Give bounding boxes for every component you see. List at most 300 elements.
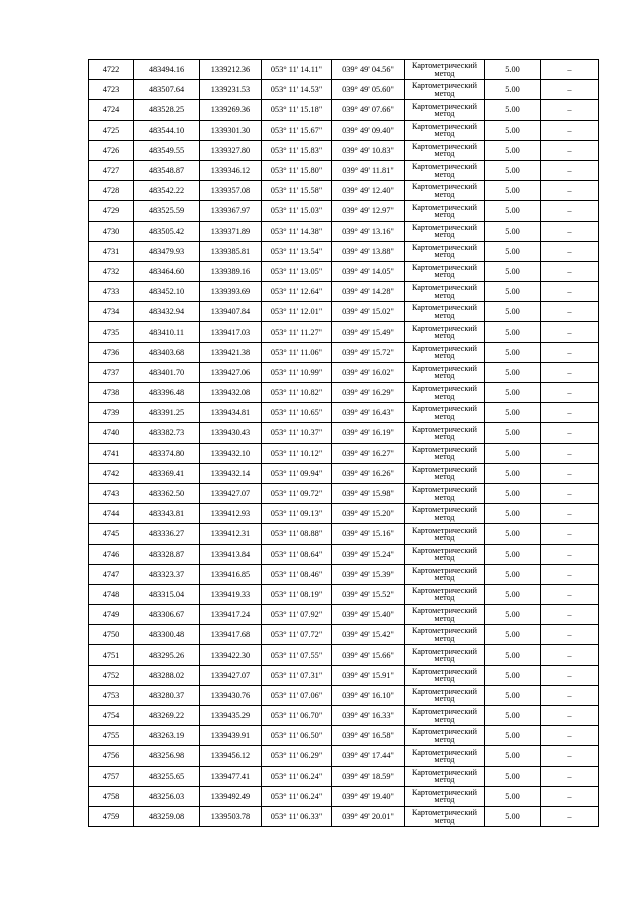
y-coordinate-cell: 1339439.91 [200,726,262,746]
longitude-cell: 039° 49' 15.91" [332,665,405,685]
x-coordinate-cell: 483259.08 [134,806,200,826]
accuracy-cell: 5.00 [485,261,541,281]
table-row [89,625,599,645]
accuracy-cell: 5.00 [485,342,541,362]
table-row [89,685,599,705]
accuracy-cell: 5.00 [485,181,541,201]
x-coordinate-cell: 483256.98 [134,746,200,766]
longitude-cell: 039° 49' 15.16" [332,524,405,544]
method-text-line: Картометрический [412,767,477,777]
point-number-cell: 4757 [89,766,134,786]
table-row [89,362,599,382]
latitude-cell: 053° 11' 09.13" [262,504,332,524]
latitude-cell: 053° 11' 06.29" [262,746,332,766]
point-number-cell: 4740 [89,423,134,443]
accuracy-cell: 5.00 [485,403,541,423]
method-cell [405,463,485,483]
method-text-line: метод [434,108,455,118]
method-cell [405,625,485,645]
latitude-cell: 053° 11' 13.54" [262,241,332,261]
y-coordinate-cell: 1339419.33 [200,584,262,604]
latitude-cell: 053° 11' 10.37" [262,423,332,443]
method-text-line: метод [434,512,455,522]
note-cell: – [541,403,599,423]
longitude-cell: 039° 49' 14.05" [332,261,405,281]
y-coordinate-cell: 1339477.41 [200,766,262,786]
longitude-cell: 039° 49' 15.98" [332,483,405,503]
note-cell: – [541,362,599,382]
table-row [89,80,599,100]
x-coordinate-cell: 483548.87 [134,160,200,180]
longitude-cell: 039° 49' 07.66" [332,100,405,120]
longitude-cell: 039° 49' 12.97" [332,201,405,221]
x-coordinate-cell: 483528.25 [134,100,200,120]
accuracy-cell: 5.00 [485,201,541,221]
note-cell: – [541,645,599,665]
y-coordinate-cell: 1339367.97 [200,201,262,221]
method-text-line: метод [434,775,455,785]
accuracy-cell: 5.00 [485,322,541,342]
note-cell: – [541,423,599,443]
method-text-line: метод [434,431,455,441]
x-coordinate-cell: 483263.19 [134,726,200,746]
note-cell: – [541,483,599,503]
longitude-cell: 039° 49' 05.60" [332,80,405,100]
accuracy-cell: 5.00 [485,443,541,463]
method-text-line: метод [434,270,455,280]
longitude-cell: 039° 49' 04.56" [332,60,405,80]
y-coordinate-cell: 1339430.76 [200,685,262,705]
method-cell [405,221,485,241]
latitude-cell: 053° 11' 10.12" [262,443,332,463]
method-cell [405,706,485,726]
point-number-cell: 4752 [89,665,134,685]
method-text-line: Картометрический [412,444,477,454]
method-text-line: Картометрический [412,808,477,818]
x-coordinate-cell: 483300.48 [134,625,200,645]
note-cell: – [541,786,599,806]
longitude-cell: 039° 49' 13.16" [332,221,405,241]
method-text-line: метод [434,714,455,724]
method-text-line: Картометрический [412,242,477,252]
accuracy-cell: 5.00 [485,786,541,806]
table-row [89,342,599,362]
x-coordinate-cell: 483374.80 [134,443,200,463]
method-cell [405,181,485,201]
method-text-line: метод [434,553,455,563]
table-row [89,463,599,483]
method-text-line: Картометрический [412,222,477,232]
longitude-cell: 039° 49' 16.43" [332,403,405,423]
method-cell [405,100,485,120]
point-number-cell: 4732 [89,261,134,281]
accuracy-cell: 5.00 [485,564,541,584]
method-cell [405,746,485,766]
y-coordinate-cell: 1339416.85 [200,564,262,584]
point-number-cell: 4737 [89,362,134,382]
method-text-line: Картометрический [412,586,477,596]
latitude-cell: 053° 11' 13.05" [262,261,332,281]
point-number-cell: 4758 [89,786,134,806]
table-row [89,786,599,806]
y-coordinate-cell: 1339417.68 [200,625,262,645]
table-row [89,383,599,403]
accuracy-cell: 5.00 [485,463,541,483]
longitude-cell: 039° 49' 15.02" [332,302,405,322]
accuracy-cell: 5.00 [485,100,541,120]
table-body [89,60,599,827]
method-text-line: Картометрический [412,424,477,434]
accuracy-cell: 5.00 [485,120,541,140]
method-text-line: метод [434,88,455,98]
method-text-line: Картометрический [412,303,477,313]
x-coordinate-cell: 483295.26 [134,645,200,665]
accuracy-cell: 5.00 [485,605,541,625]
note-cell: – [541,564,599,584]
note-cell: – [541,140,599,160]
method-cell [405,201,485,221]
note-cell: – [541,120,599,140]
method-text-line: Картометрический [412,787,477,797]
table-row [89,564,599,584]
y-coordinate-cell: 1339407.84 [200,302,262,322]
point-number-cell: 4746 [89,544,134,564]
y-coordinate-cell: 1339435.29 [200,706,262,726]
method-cell [405,241,485,261]
y-coordinate-cell: 1339492.49 [200,786,262,806]
accuracy-cell: 5.00 [485,383,541,403]
table-row [89,201,599,221]
method-text-line: Картометрический [412,666,477,676]
method-text-line: метод [434,290,455,300]
method-text-line: Картометрический [412,384,477,394]
accuracy-cell: 5.00 [485,685,541,705]
method-text-line: метод [434,472,455,482]
point-number-cell: 4749 [89,605,134,625]
method-text-line: Картометрический [412,485,477,495]
latitude-cell: 053° 11' 15.83" [262,140,332,160]
point-number-cell: 4747 [89,564,134,584]
latitude-cell: 053° 11' 12.01" [262,302,332,322]
method-cell [405,443,485,463]
table-row [89,544,599,564]
x-coordinate-cell: 483336.27 [134,524,200,544]
latitude-cell: 053° 11' 08.46" [262,564,332,584]
point-number-cell: 4742 [89,463,134,483]
longitude-cell: 039° 49' 20.01" [332,806,405,826]
longitude-cell: 039° 49' 15.66" [332,645,405,665]
note-cell: – [541,60,599,80]
point-number-cell: 4726 [89,140,134,160]
table-row [89,181,599,201]
longitude-cell: 039° 49' 16.26" [332,463,405,483]
point-number-cell: 4725 [89,120,134,140]
x-coordinate-cell: 483525.59 [134,201,200,221]
table-row [89,665,599,685]
latitude-cell: 053° 11' 11.06" [262,342,332,362]
table-row [89,241,599,261]
accuracy-cell: 5.00 [485,504,541,524]
table-row [89,423,599,443]
method-text-line: метод [434,391,455,401]
y-coordinate-cell: 1339417.03 [200,322,262,342]
latitude-cell: 053° 11' 06.24" [262,786,332,806]
y-coordinate-cell: 1339427.07 [200,665,262,685]
y-coordinate-cell: 1339231.53 [200,80,262,100]
y-coordinate-cell: 1339212.36 [200,60,262,80]
longitude-cell: 039° 49' 12.40" [332,181,405,201]
note-cell: – [541,261,599,281]
y-coordinate-cell: 1339421.38 [200,342,262,362]
table-row [89,483,599,503]
note-cell: – [541,766,599,786]
method-text-line: Картометрический [412,162,477,172]
longitude-cell: 039° 49' 16.58" [332,726,405,746]
point-number-cell: 4751 [89,645,134,665]
longitude-cell: 039° 49' 11.81" [332,160,405,180]
x-coordinate-cell: 483391.25 [134,403,200,423]
x-coordinate-cell: 483256.03 [134,786,200,806]
x-coordinate-cell: 483452.10 [134,282,200,302]
method-text-line: метод [434,209,455,219]
x-coordinate-cell: 483505.42 [134,221,200,241]
y-coordinate-cell: 1339301.30 [200,120,262,140]
longitude-cell: 039° 49' 15.24" [332,544,405,564]
method-cell [405,605,485,625]
note-cell: – [541,160,599,180]
point-number-cell: 4755 [89,726,134,746]
y-coordinate-cell: 1339327.80 [200,140,262,160]
method-cell [405,403,485,423]
method-text-line: Картометрический [412,61,477,71]
x-coordinate-cell: 483315.04 [134,584,200,604]
table-row [89,140,599,160]
method-cell [405,544,485,564]
method-text-line: метод [434,411,455,421]
method-cell [405,60,485,80]
longitude-cell: 039° 49' 17.44" [332,746,405,766]
latitude-cell: 053° 11' 14.38" [262,221,332,241]
point-number-cell: 4738 [89,383,134,403]
table-row [89,706,599,726]
y-coordinate-cell: 1339413.84 [200,544,262,564]
table-row [89,60,599,80]
y-coordinate-cell: 1339432.08 [200,383,262,403]
table-row [89,443,599,463]
method-text-line: Картометрический [412,121,477,131]
accuracy-cell: 5.00 [485,645,541,665]
longitude-cell: 039° 49' 16.02" [332,362,405,382]
method-cell [405,140,485,160]
note-cell: – [541,463,599,483]
longitude-cell: 039° 49' 15.40" [332,605,405,625]
note-cell: – [541,181,599,201]
accuracy-cell: 5.00 [485,140,541,160]
note-cell: – [541,746,599,766]
note-cell: – [541,665,599,685]
y-coordinate-cell: 1339357.08 [200,181,262,201]
method-cell [405,302,485,322]
point-number-cell: 4724 [89,100,134,120]
x-coordinate-cell: 483382.73 [134,423,200,443]
method-cell [405,80,485,100]
x-coordinate-cell: 483396.48 [134,383,200,403]
note-cell: – [541,221,599,241]
note-cell: – [541,302,599,322]
method-cell [405,423,485,443]
method-cell [405,806,485,826]
method-text-line: Картометрический [412,364,477,373]
method-text-line: метод [434,573,455,583]
table-row [89,221,599,241]
point-number-cell: 4729 [89,201,134,221]
x-coordinate-cell: 483306.67 [134,605,200,625]
latitude-cell: 053° 11' 06.70" [262,706,332,726]
table-row [89,120,599,140]
method-text-line: метод [434,532,455,542]
table-row [89,100,599,120]
method-text-line: метод [434,230,455,240]
latitude-cell: 053° 11' 15.18" [262,100,332,120]
method-text-line: метод [434,593,455,603]
note-cell: – [541,806,599,826]
x-coordinate-cell: 483280.37 [134,685,200,705]
method-text-line: метод [434,795,455,805]
method-text-line: Картометрический [412,182,477,192]
x-coordinate-cell: 483542.22 [134,181,200,201]
point-number-cell: 4739 [89,403,134,423]
method-text-line: метод [434,613,455,623]
method-text-line: метод [434,674,455,684]
accuracy-cell: 5.00 [485,221,541,241]
y-coordinate-cell: 1339389.16 [200,261,262,281]
latitude-cell: 053° 11' 06.50" [262,726,332,746]
note-cell: – [541,605,599,625]
latitude-cell: 053° 11' 08.64" [262,544,332,564]
y-coordinate-cell: 1339412.31 [200,524,262,544]
method-text-line: Картометрический [412,747,477,757]
x-coordinate-cell: 483323.37 [134,564,200,584]
latitude-cell: 053° 11' 10.99" [262,362,332,382]
note-cell: – [541,241,599,261]
latitude-cell: 053° 11' 06.24" [262,766,332,786]
x-coordinate-cell: 483432.94 [134,302,200,322]
y-coordinate-cell: 1339412.93 [200,504,262,524]
longitude-cell: 039° 49' 15.72" [332,342,405,362]
point-number-cell: 4754 [89,706,134,726]
point-number-cell: 4727 [89,160,134,180]
coordinates-table [88,59,599,827]
note-cell: – [541,685,599,705]
method-text-line: метод [434,815,455,825]
latitude-cell: 053° 11' 07.55" [262,645,332,665]
x-coordinate-cell: 483549.55 [134,140,200,160]
method-cell [405,483,485,503]
method-cell [405,766,485,786]
table-row [89,806,599,826]
point-number-cell: 4723 [89,80,134,100]
x-coordinate-cell: 483269.22 [134,706,200,726]
y-coordinate-cell: 1339434.81 [200,403,262,423]
longitude-cell: 039° 49' 19.40" [332,786,405,806]
point-number-cell: 4759 [89,806,134,826]
latitude-cell: 053° 11' 15.80" [262,160,332,180]
longitude-cell: 039° 49' 15.42" [332,625,405,645]
longitude-cell: 039° 49' 15.49" [332,322,405,342]
longitude-cell: 039° 49' 09.40" [332,120,405,140]
point-number-cell: 4722 [89,60,134,80]
method-text-line: метод [434,654,455,664]
longitude-cell: 039° 49' 10.83" [332,140,405,160]
accuracy-cell: 5.00 [485,282,541,302]
point-number-cell: 4728 [89,181,134,201]
longitude-cell: 039° 49' 15.52" [332,584,405,604]
method-text-line: Картометрический [412,81,477,91]
latitude-cell: 053° 11' 14.11" [262,60,332,80]
method-text-line: Картометрический [412,505,477,515]
x-coordinate-cell: 483369.41 [134,463,200,483]
x-coordinate-cell: 483479.93 [134,241,200,261]
y-coordinate-cell: 1339432.14 [200,463,262,483]
method-text-line: метод [434,492,455,502]
accuracy-cell: 5.00 [485,544,541,564]
x-coordinate-cell: 483288.02 [134,665,200,685]
accuracy-cell: 5.00 [485,362,541,382]
longitude-cell: 039° 49' 15.39" [332,564,405,584]
note-cell: – [541,625,599,645]
latitude-cell: 053° 11' 11.27" [262,322,332,342]
x-coordinate-cell: 483403.68 [134,342,200,362]
method-cell [405,726,485,746]
method-text-line: метод [434,189,455,199]
latitude-cell: 053° 11' 07.31" [262,665,332,685]
accuracy-cell: 5.00 [485,766,541,786]
accuracy-cell: 5.00 [485,160,541,180]
table-row [89,605,599,625]
y-coordinate-cell: 1339430.43 [200,423,262,443]
method-cell [405,322,485,342]
point-number-cell: 4735 [89,322,134,342]
method-text-line: Картометрический [412,727,477,737]
method-cell [405,524,485,544]
point-number-cell: 4745 [89,524,134,544]
method-text-line: метод [434,694,455,704]
y-coordinate-cell: 1339393.69 [200,282,262,302]
note-cell: – [541,342,599,362]
longitude-cell: 039° 49' 18.59" [332,766,405,786]
accuracy-cell: 5.00 [485,665,541,685]
accuracy-cell: 5.00 [485,806,541,826]
longitude-cell: 039° 49' 13.88" [332,241,405,261]
latitude-cell: 053° 11' 09.94" [262,463,332,483]
x-coordinate-cell: 483328.87 [134,544,200,564]
x-coordinate-cell: 483362.50 [134,483,200,503]
table-row [89,504,599,524]
note-cell: – [541,201,599,221]
note-cell: – [541,443,599,463]
method-cell [405,786,485,806]
point-number-cell: 4734 [89,302,134,322]
y-coordinate-cell: 1339427.06 [200,362,262,382]
note-cell: – [541,100,599,120]
y-coordinate-cell: 1339417.24 [200,605,262,625]
x-coordinate-cell: 483494.16 [134,60,200,80]
method-text-line: метод [434,734,455,744]
method-text-line: метод [434,250,455,260]
y-coordinate-cell: 1339503.78 [200,806,262,826]
latitude-cell: 053° 11' 12.64" [262,282,332,302]
latitude-cell: 053° 11' 07.92" [262,605,332,625]
